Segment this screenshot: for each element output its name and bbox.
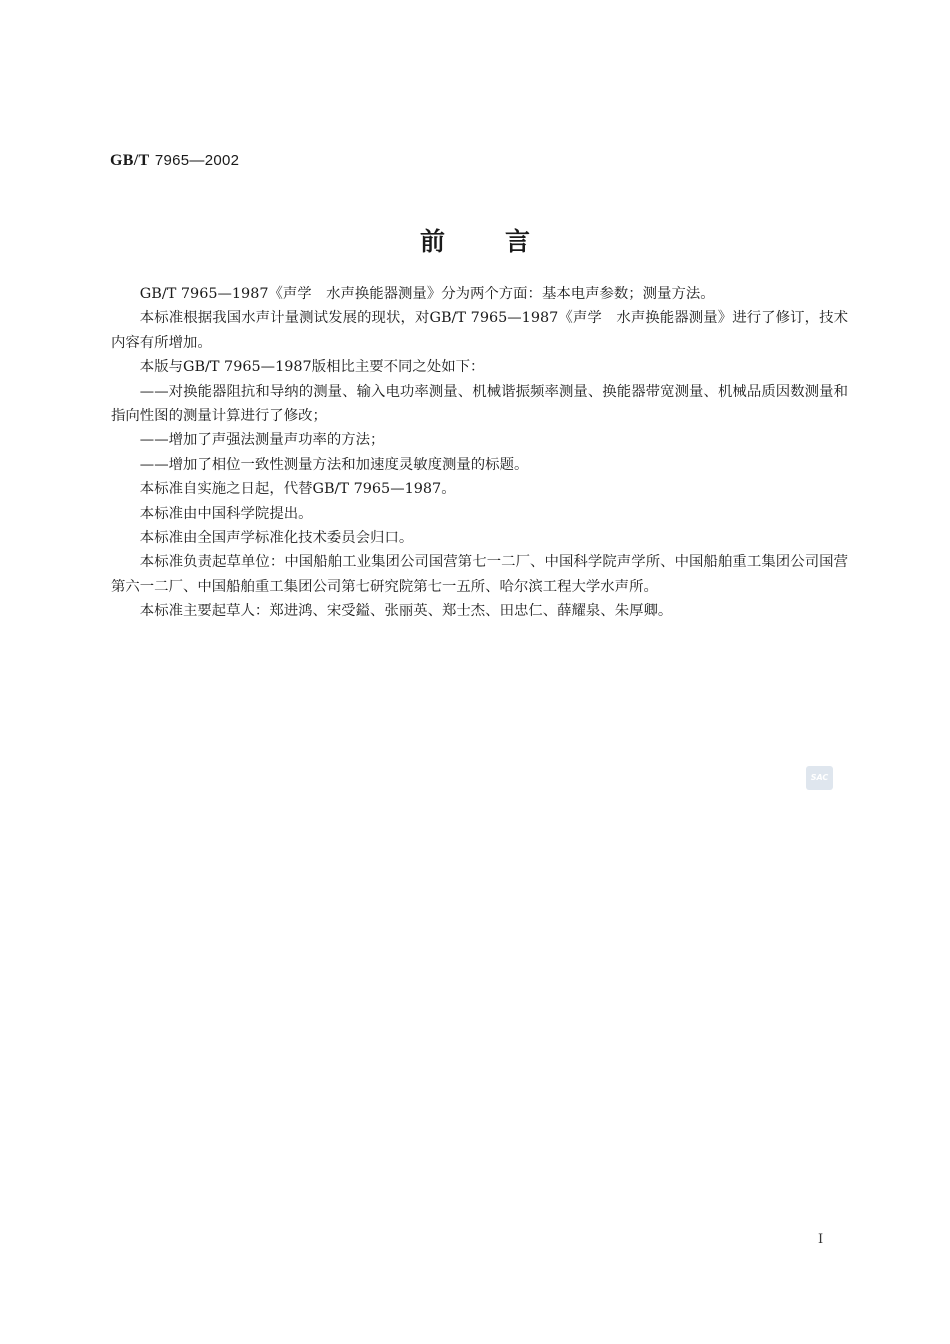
page-title: 前言 bbox=[419, 227, 590, 256]
paragraph: ——对换能器阻抗和导纳的测量、输入电功率测量、机械谐振频率测量、换能器带宽测量、机械品质因数测量和指向性图的测量计算进行了修改； bbox=[111, 383, 848, 425]
foreword-body bbox=[111, 282, 848, 624]
paragraph: GB/T 7965—1987《声学 水声换能器测量》分为两个方面：基本电声参数；测量方法。 bbox=[139, 286, 715, 302]
page-number: I bbox=[818, 1232, 824, 1247]
paragraph: 本标准根据我国水声计量测试发展的现状，对GB/T 7965—1987《声学 水声换能器测量》进行了修订，技术内容有所增加。 bbox=[111, 310, 848, 351]
standard-prefix: GB/T bbox=[110, 152, 150, 169]
sac-watermark-logo: SAC bbox=[806, 766, 833, 790]
paragraph: 本标准主要起草人：郑进鸿、宋受鎰、张丽英、郑士杰、田忠仁、薛耀泉、朱厚卿。 bbox=[139, 603, 673, 620]
paragraph: 本版与GB/T 7965—1987版相比主要不同之处如下： bbox=[139, 359, 485, 376]
standard-code bbox=[110, 150, 239, 170]
paragraph: 本标准由全国声学标准化技术委员会归口。 bbox=[139, 530, 414, 547]
paragraph: 本标准由中国科学院提出。 bbox=[139, 505, 313, 522]
paragraph: ——增加了声强法测量声功率的方法； bbox=[139, 432, 385, 449]
standard-number: 7965—2002 bbox=[154, 152, 240, 169]
paragraph: ——增加了相位一致性测量方法和加速度灵敏度测量的标题。 bbox=[139, 456, 529, 473]
paragraph: 本标准自实施之日起，代替GB/T 7965—1987。 bbox=[139, 481, 456, 498]
paragraph: 本标准负责起草单位：中国船舶工业集团公司国营第七一二厂、中国科学院声学所、中国船舶重工集团公司国营第六一二厂、中国船舶重工集团公司第七研究院第七一五所、哈尔滨工程大学水声所。 bbox=[111, 554, 848, 595]
